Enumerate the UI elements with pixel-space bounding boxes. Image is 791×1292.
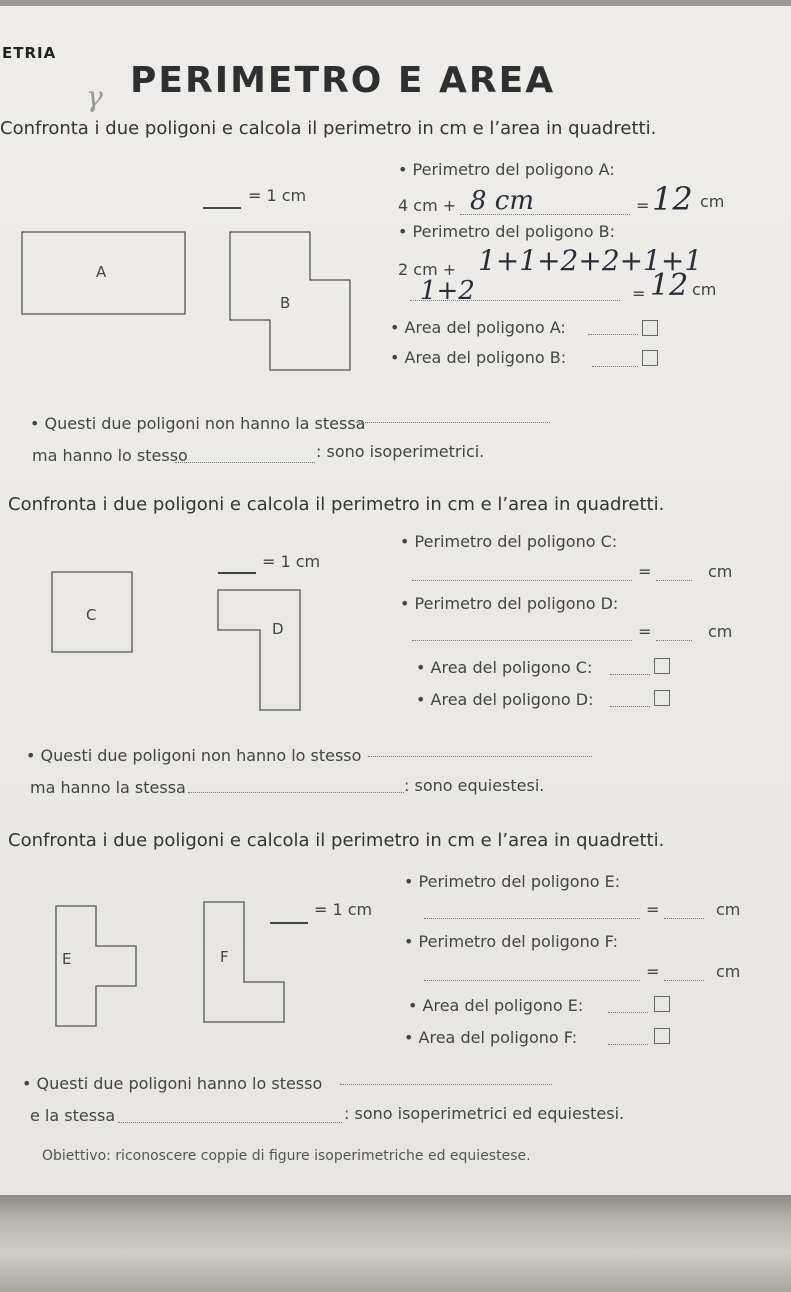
ex3-perim-e-unit: cm: [716, 900, 741, 919]
label-e: E: [62, 950, 72, 968]
ex2-area-d-label: • Area del poligono D:: [416, 690, 594, 709]
ex1-question-1: • Questi due poligoni non hanno la stessa: [30, 414, 366, 433]
ex1-perim-a-result: 12: [652, 180, 693, 218]
bullet: •: [408, 996, 423, 1015]
ex1-perim-a-unit: cm: [700, 192, 725, 211]
label-d: D: [272, 620, 284, 638]
bullet: •: [404, 872, 419, 891]
ex3-area-f-label: • Area del poligono F:: [404, 1028, 578, 1047]
bullet: •: [404, 1028, 419, 1047]
ex1-perim-a-handwritten: 8 cm: [470, 186, 535, 216]
ex2-perim-c-eq: =: [638, 562, 652, 581]
ex3-perim-f-unit: cm: [716, 962, 741, 981]
ex1-perim-b-result: 12: [650, 268, 689, 303]
bullet: •: [398, 222, 413, 241]
ex2-question-2-start: ma hanno la stessa: [30, 778, 186, 797]
ex1-question-2-end: : sono isoperimetrici.: [316, 442, 485, 461]
bullet: •: [416, 690, 431, 709]
bullet: •: [26, 746, 41, 765]
ex1-perim-b-handwritten-1: 1+1+2+2+1+1: [478, 244, 703, 277]
bullet: •: [404, 932, 419, 951]
ex3-question-2-start: e la stessa: [30, 1106, 116, 1125]
ex1-perim-a-label: • Perimetro del poligono A:: [398, 160, 615, 179]
label-c: C: [86, 606, 97, 624]
bullet: •: [390, 348, 405, 367]
ex1-perim-a-prefix: 4 cm +: [398, 196, 457, 215]
ex1-perim-b-prefix: 2 cm +: [398, 260, 457, 279]
label-a: A: [96, 263, 107, 281]
ex2-perim-d-eq: =: [638, 622, 652, 641]
ex2-perim-c-label: • Perimetro del poligono C:: [400, 532, 618, 551]
background-surface: [0, 1195, 791, 1292]
margin-mark: γ: [86, 80, 103, 113]
ex2-instruction: Confronta i due poligoni e calcola il perimetro in cm e l’area in quadretti.: [8, 494, 665, 515]
bullet: •: [398, 160, 413, 179]
ex2-scale-label: = 1 cm: [262, 552, 321, 571]
objective-footer: Obiettivo: riconoscere coppie di figure isoperimetriche ed equiestese.: [42, 1148, 531, 1164]
bullet: •: [30, 414, 45, 433]
ex1-perim-b-eq: =: [632, 284, 646, 303]
bullet: •: [400, 532, 415, 551]
section-header: ETRIA: [2, 44, 57, 62]
ex1-perim-b-label: • Perimetro del poligono B:: [398, 222, 615, 241]
label-f: F: [220, 948, 229, 966]
ex3-perim-f-eq: =: [646, 962, 660, 981]
bullet: •: [22, 1074, 37, 1093]
ex1-perim-b-handwritten-2: 1+2: [420, 276, 475, 306]
ex1-scale-label: = 1 cm: [248, 186, 307, 205]
ex2-perim-c-unit: cm: [708, 562, 733, 581]
ex3-perim-e-label: • Perimetro del poligono E:: [404, 872, 621, 891]
polygon-d: [218, 590, 300, 710]
polygon-f: [204, 902, 284, 1022]
ex3-question-2-end: : sono isoperimetrici ed equiestesi.: [344, 1104, 625, 1123]
bullet: •: [390, 318, 405, 337]
ex1-perim-a-eq: =: [636, 196, 650, 215]
ex3-instruction: Confronta i due poligoni e calcola il perimetro in cm e l’area in quadretti.: [8, 830, 665, 851]
ex2-question-1: • Questi due poligoni non hanno lo stesso: [26, 746, 362, 765]
ex2-question-2-end: : sono equiestesi.: [404, 776, 545, 795]
ex3-area-e-label: • Area del poligono E:: [408, 996, 584, 1015]
ex1-perim-b-unit: cm: [692, 280, 717, 299]
ex3-perim-f-label: • Perimetro del poligono F:: [404, 932, 618, 951]
label-b: B: [280, 294, 291, 312]
ex2-area-c-label: • Area del poligono C:: [416, 658, 593, 677]
page-title: PERIMETRO E AREA: [130, 60, 556, 101]
ex1-instruction: Confronta i due poligoni e calcola il perimetro in cm e l’area in quadretti.: [0, 118, 657, 139]
ex3-question-1: • Questi due poligoni hanno lo stesso: [22, 1074, 323, 1093]
ex2-perim-d-unit: cm: [708, 622, 733, 641]
ex3-perim-e-eq: =: [646, 900, 660, 919]
ex1-area-a-label: • Area del poligono A:: [390, 318, 566, 337]
ex1-area-b-label: • Area del poligono B:: [390, 348, 567, 367]
ex2-perim-d-label: • Perimetro del poligono D:: [400, 594, 619, 613]
ex1-question-2-start: ma hanno lo stesso: [32, 446, 188, 465]
ex3-scale-label: = 1 cm: [314, 900, 373, 919]
bullet: •: [416, 658, 431, 677]
bullet: •: [400, 594, 415, 613]
